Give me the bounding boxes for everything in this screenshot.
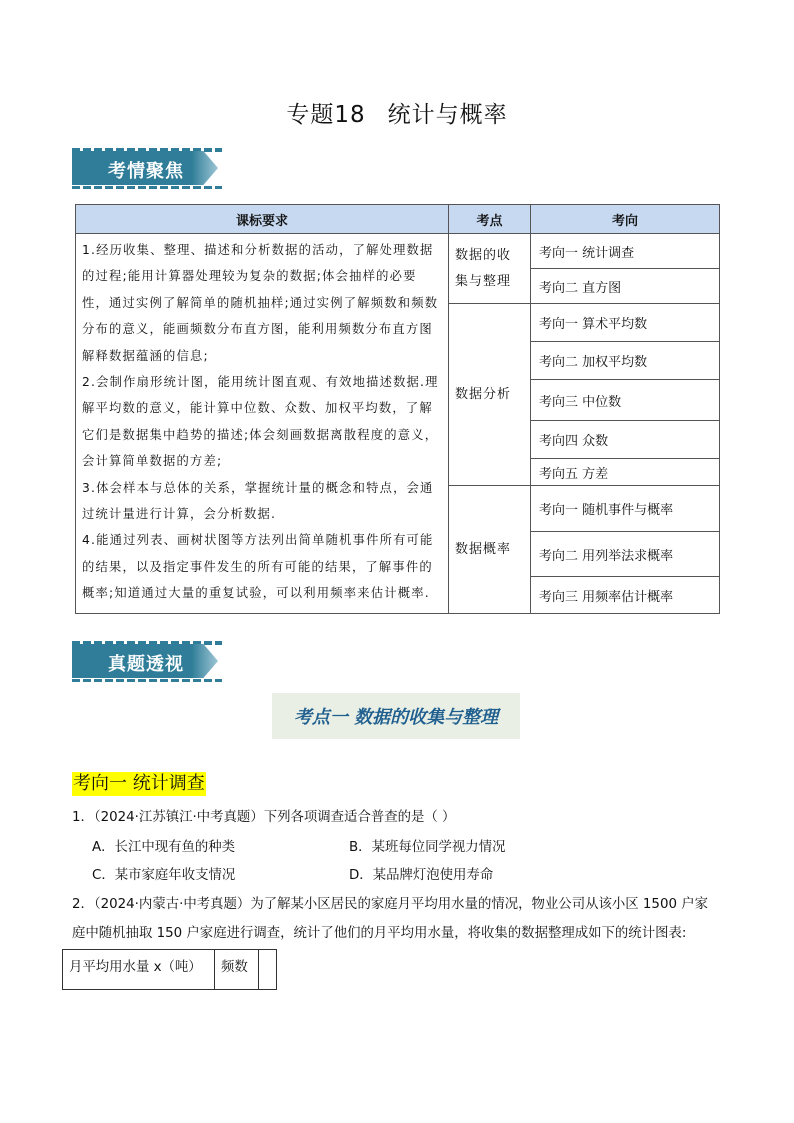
question-2-line-1: 2．（2024·内蒙古·中考真题）为了解某小区居民的家庭月平均用水量的情况，物业公司从该小区 1500 户家 [72,897,709,912]
direction-cell: 考向一 随机事件与概率 [531,486,720,532]
requirement-1: 1.经历收集、整理、描述和分析数据的活动，了解处理数据的过程;能用计算器处理较为复杂的数据;体会抽样的必要性，通过实例了解简单的随机抽样;通过实例了解频数和频数分布的意义，能画频数分布直方图，能利用频数分布直方图解释数据蕴涵的信息; [82,243,439,363]
requirements-table [75,204,720,614]
direction-cell: 考向二 加权平均数 [531,342,720,380]
frequency-table [62,949,277,990]
banner-real-exam [72,641,228,685]
header-directions: 考向 [531,205,720,234]
point-data-collection: 数据的收集与整理 [449,234,531,304]
direction-cell: 考向五 方差 [531,459,720,486]
direction-cell: 考向一 统计调查 [531,234,720,269]
direction-cell: 考向二 直方图 [531,269,720,304]
direction-cell: 考向二 用列举法求概率 [531,532,720,577]
q1-option-a: A．长江中现有鱼的种类 [92,840,236,855]
freq-header-blank [259,950,277,990]
requirement-3: 3.体会样本与总体的关系，掌握统计量的概念和特点，会通过统计量进行计算，会分析数据. [82,480,434,522]
direction-cell: 考向四 众数 [531,421,720,459]
question-1-stem: 1．（2024·江苏镇江·中考真题）下列各项调查适合普查的是（ ） [72,810,456,825]
requirements-text [76,234,449,614]
header-requirements: 课标要求 [76,205,449,234]
requirement-4: 4.能通过列表、画树状图等方法列出简单随机事件所有可能的结果，以及指定事件发生的所有可能的结果，了解事件的概率;知道通过大量的重复试验，可以利用频率来估计概率. [82,533,434,601]
banner-label: 真题透视 [108,654,184,675]
kaodian-title: 考点一 数据的收集与整理 [272,693,520,739]
freq-header-usage: 月平均用水量 x（吨） [63,950,215,990]
direction-cell: 考向三 用频率估计概率 [531,577,720,614]
freq-header-count: 频数 [215,950,259,990]
header-points: 考点 [449,205,531,234]
direction-cell: 考向三 中位数 [531,380,720,421]
requirement-2: 2.会制作扇形统计图，能用统计图直观、有效地描述数据.理解平均数的意义，能计算中位数、众数、加权平均数，了解它们是数据集中趋势的描述;体会刻画数据离散程度的意义，会计算简单数据的方差; [82,375,439,469]
point-data-probability: 数据概率 [449,486,531,614]
question-2-line-2: 庭中随机抽取 150 户家庭进行调查，统计了他们的月平均用水量，将收集的数据整理成如下的统计图表: [72,926,687,941]
banner-label: 考情聚焦 [108,161,184,182]
q1-option-b: B．某班每位同学视力情况 [349,840,506,855]
title-sub: 统计与概率 [387,102,508,128]
title-main: 专题18 [286,102,366,128]
banner-exam-overview [72,148,228,192]
q1-option-c: C．某市家庭年收支情况 [92,868,236,883]
direction-cell: 考向一 算术平均数 [531,304,720,342]
page-title [0,96,794,129]
kaoxiang-heading: 考向一 统计调查 [73,773,205,794]
point-data-analysis: 数据分析 [449,304,531,486]
q1-option-d: D．某品牌灯泡使用寿命 [349,868,494,883]
